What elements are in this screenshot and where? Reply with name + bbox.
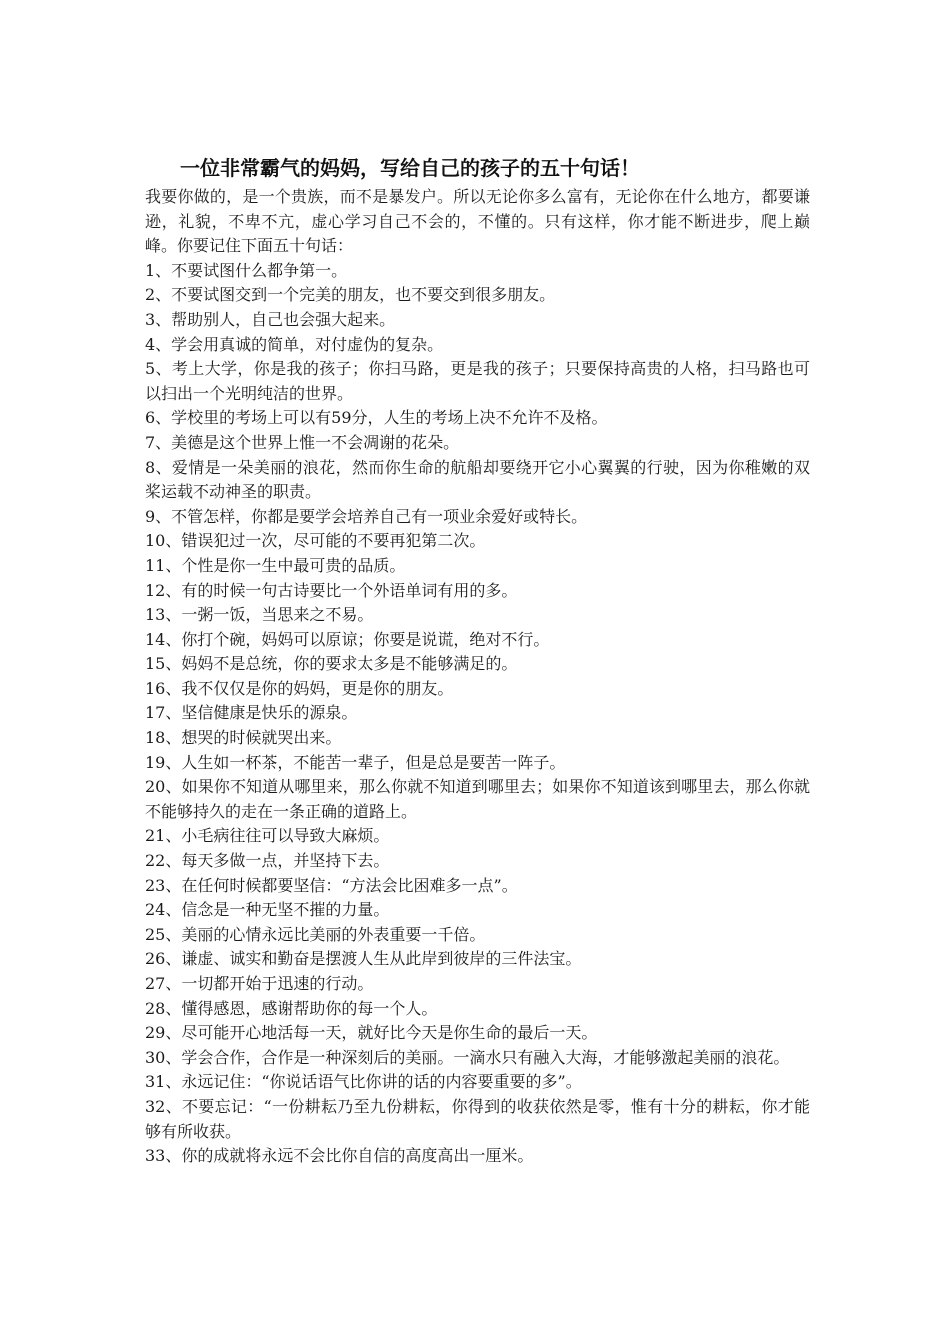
list-item: 23、在任何时候都要坚信：“方法会比困难多一点”。 [145,875,518,895]
list-item: 9、不管怎样，你都是要学会培养自己有一项业余爱好或特长。 [145,506,588,526]
list-item: 24、信念是一种无坚不摧的力量。 [145,900,390,920]
list-item: 32、不要忘记：“一份耕耘乃至九份耕耘，你得到的收获依然是零，惟有十分的耕耘，你才能够有所收获。 [145,1096,810,1141]
list-item: 13、一粥一饭，当思来之不易。 [145,605,374,625]
list-item: 22、每天多做一点，并坚持下去。 [145,851,390,871]
list-item: 18、想哭的时候就哭出来。 [145,728,342,748]
list-item: 33、你的成就将永远不会比你自信的高度高出一厘米。 [145,1146,534,1166]
list-item: 17、坚信健康是快乐的源泉。 [145,703,358,723]
list-item: 20、如果你不知道从哪里来，那么你就不知道到哪里去；如果你不知道该到哪里去，那么你就不能够持久的走在一条正确的道路上。 [145,777,810,821]
list-item: 2、不要试图交到一个完美的朋友，也不要交到很多朋友。 [145,285,556,305]
list-item: 12、有的时候一句古诗要比一个外语单词有用的多。 [145,580,518,600]
list-item: 6、学校里的考场上可以有59分，人生的考场上决不允许不及格。 [145,408,608,428]
list-item: 16、我不仅仅是你的妈妈，更是你的朋友。 [145,678,454,698]
list-item: 8、爱情是一朵美丽的浪花，然而你生命的航船却要绕开它小心翼翼的行驶，因为你稚嫩的双桨运载不动神圣的职责。 [145,457,810,502]
list-item: 31、永远记住：“你说话语气比你讲的话的内容要重要的多”。 [145,1072,582,1092]
list-item: 21、小毛病往往可以导致大麻烦。 [145,826,390,846]
list-item: 29、尽可能开心地活每一天，就好比今天是你生命的最后一天。 [145,1023,598,1043]
intro-paragraph: 我要你做的，是一个贵族，而不是暴发户。所以无论你多么富有，无论你在什么地方，都要谦逊，礼貌，不卑不亢，虚心学习自己不会的，不懂的。只有这样，你才能不断进步，爬上巅峰。你要记住下面五十句话： [145,187,810,256]
list-item: 28、懂得感恩，感谢帮助你的每一个人。 [145,998,438,1018]
list-item: 7、美德是这个世界上惟一不会凋谢的花朵。 [145,432,460,452]
sayings-list [145,259,810,1169]
list-item: 4、学会用真诚的简单，对付虚伪的复杂。 [145,334,444,354]
document-title: 一位非常霸气的妈妈，写给自己的孩子的五十句话！ [180,156,640,180]
list-item: 19、人生如一杯茶，不能苦一辈子，但是总是要苦一阵子。 [145,752,566,772]
list-item: 30、学会合作，合作是一种深刻后的美丽。一滴水只有融入大海，才能够激起美丽的浪花。 [145,1047,790,1067]
list-item: 3、帮助别人，自己也会强大起来。 [145,309,396,329]
list-item: 25、美丽的心情永远比美丽的外表重要一千倍。 [145,924,486,944]
list-item: 15、妈妈不是总统，你的要求太多是不能够满足的。 [145,654,518,674]
list-item: 10、错误犯过一次，尽可能的不要再犯第二次。 [145,531,486,551]
list-item: 14、你打个碗，妈妈可以原谅；你要是说谎，绝对不行。 [145,629,550,649]
list-item: 27、一切都开始于迅速的行动。 [145,974,374,993]
list-item: 5、考上大学，你是我的孩子；你扫马路，更是我的孩子；只要保持高贵的人格，扫马路也可以扫出一个光明纯洁的世界。 [145,359,810,403]
list-item: 11、个性是你一生中最可贵的品质。 [145,555,406,575]
list-item: 1、不要试图什么都争第一。 [145,260,348,280]
list-item: 26、谦虚、诚实和勤奋是摆渡人生从此岸到彼岸的三件法宝。 [145,949,582,969]
document-body [145,155,810,1169]
